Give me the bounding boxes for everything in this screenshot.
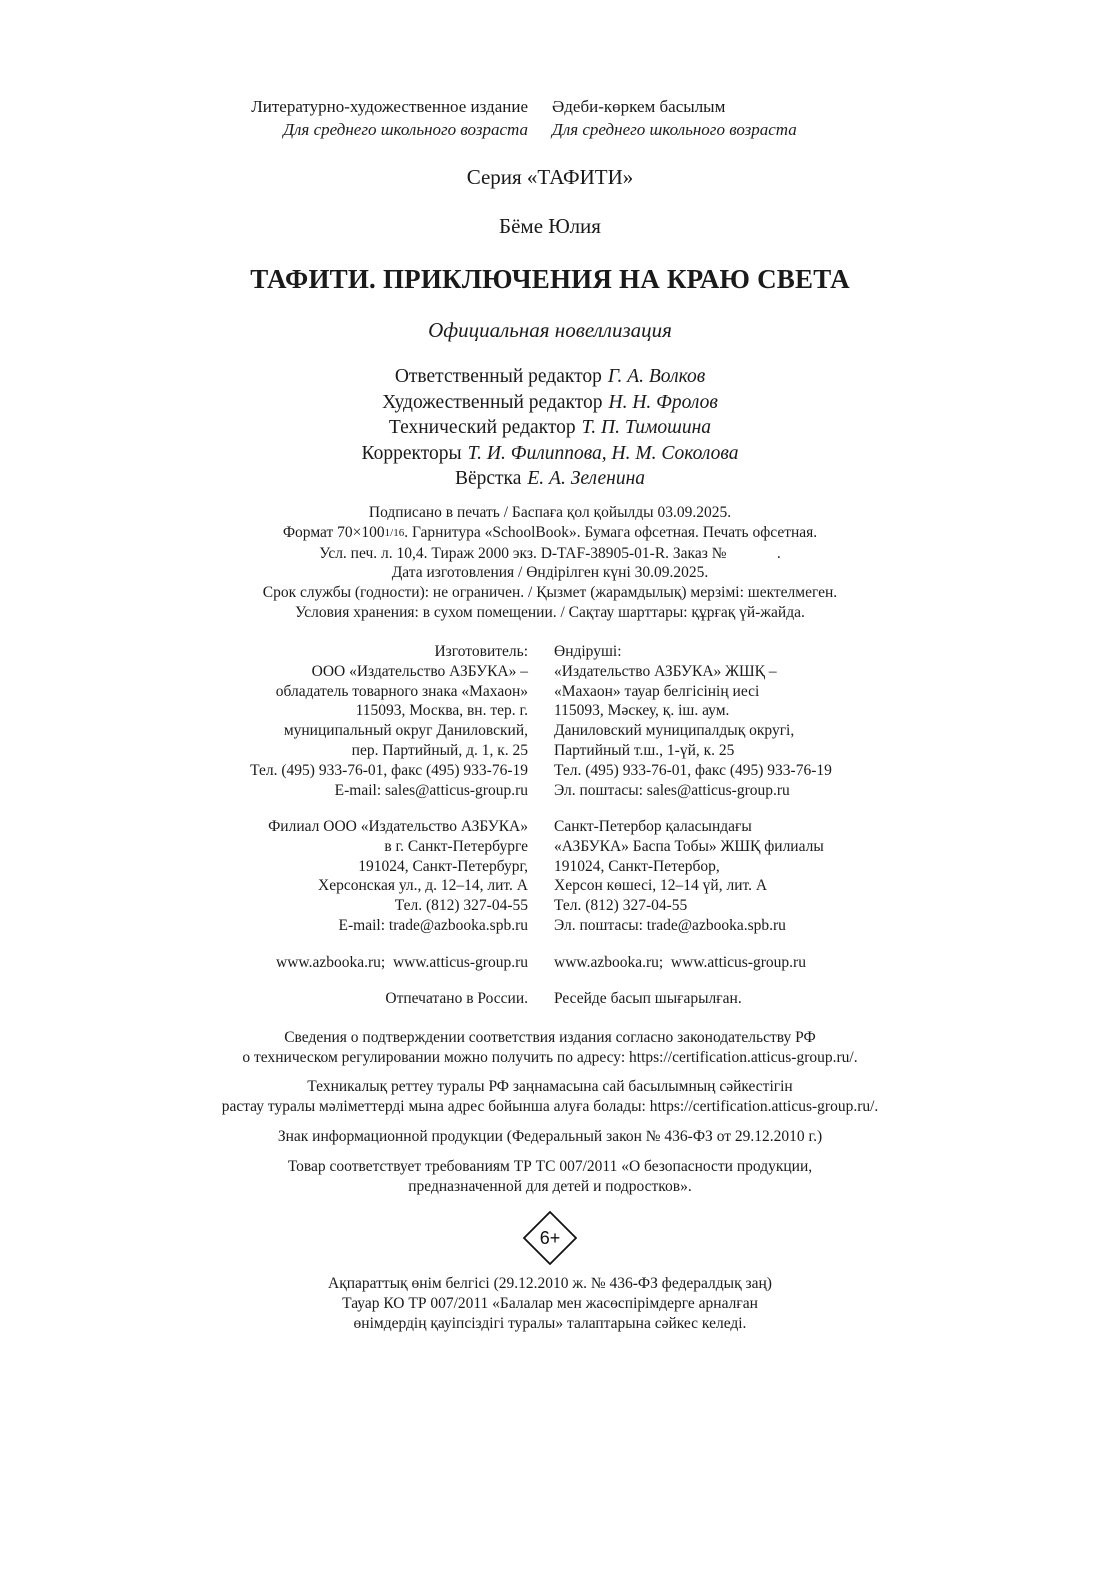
websites-ru: www.azbooka.ru; www.atticus-group.ru: [276, 954, 528, 971]
print-info: [0, 503, 1100, 623]
printed-in-kz: Ресейде басып шығарылған.: [554, 990, 742, 1007]
conformity-notice: Товар соответствует требованиям ТР ТС 007/2011 «О безопасности продукции, предназначенной для детей и подростков».: [287, 1158, 813, 1195]
format-line: Формат 70×1001/16. Гарнитура «SchoolBook». Бумага офсетная. Печать офсетная.: [282, 523, 818, 541]
websites-block: [0, 953, 1100, 973]
credit-tech-editor: Технический редактор Т. П. Тимошина: [388, 417, 712, 438]
credit-layout: Вёрстка Е. А. Зеленина: [454, 468, 646, 489]
branch-block: [0, 817, 1100, 936]
edition-type-ru: Литературно-художественное издание: [251, 97, 528, 116]
printed-in-ru: Отпечатано в России.: [385, 990, 528, 1007]
branch-kz: Санкт-Петербор қаласындағы «АЗБУКА» Баспа Тобы» ЖШҚ филиалы 191024, Санкт-Петербор, Херсон көшесі, 12–14 үй, лит. А Тел. (812) 327-04-55 Эл. поштасы: trade@azbooka.spb.ru: [554, 818, 824, 934]
manufacture-date: Дата изготовления / Өндірілген күні 30.09.2025.: [391, 564, 709, 582]
credit-proofreaders: Корректоры Т. И. Филиппова, Н. М. Соколова: [361, 442, 739, 464]
email-link-kz: Эл. поштасы: sales@atticus-group.ru: [554, 781, 790, 799]
credit-art-editor: Художественный редактор Н. Н. Фролов: [382, 391, 718, 413]
email-link-ru: E-mail: sales@atticus-group.ru: [334, 781, 528, 799]
edition-header: [0, 97, 1100, 140]
series-label: Серия «ТАФИТИ»: [466, 165, 634, 189]
edition-type-kz: Әдеби-көркем басылым: [552, 97, 726, 116]
book-subtitle: Официальная новеллизация: [428, 318, 672, 342]
book-title: ТАФИТИ. ПРИКЛЮЧЕНИЯ НА КРАЮ СВЕТА: [250, 264, 850, 294]
certification-kz: Техникалық реттеу туралы РФ заңнамасына сай басылымның сәйкестігін растау туралы мәліметтерді мына адрес бойынша алуға болады: https://certification.atticus-group.ru/.: [221, 1078, 879, 1115]
info-sign-notice: Знак информационной продукции (Федеральный закон № 436-ФЗ от 29.12.2010 г.): [277, 1128, 823, 1145]
age-group-kz: Для среднего школьного возраста: [552, 120, 797, 139]
footer-kz: Ақпараттық өнім белгісі (29.12.2010 ж. № 436-ФЗ федералдық заң) Тауар КО ТР 007/2011 «Балалар мен жасөспірімдерге арналған өнімдердің қауіпсіздігі туралы» талаптарына сәйкес келеді.: [328, 1275, 772, 1332]
manufacturer-ru: Изготовитель: ООО «Издательство АЗБУКА» – обладатель товарного знака «Махаон» 115093, Москва, вн. тер. г. муниципальный округ Даниловский, пер. Партийный, д. 1, к. 25 Тел. (495) 933-76-01, факс (495) 933-76-19 E-mail: sales@atticus-group.ru: [0, 642, 528, 800]
branch-ru: Филиал ООО «Издательство АЗБУКА» в г. Санкт-Петербурге 191024, Санкт-Петербург, Херсонская ул., д. 12–14, лит. А Тел. (812) 327-04-55 E-mail: trade@azbooka.spb.ru: [268, 818, 528, 934]
websites-kz: www.azbooka.ru; www.atticus-group.ru: [554, 954, 806, 971]
credits-list: [0, 364, 1100, 492]
credit-editor: Ответственный редактор Г. А. Волков: [394, 366, 706, 387]
signed-date: Подписано в печать / Баспаға қол қойылды 03.09.2025.: [368, 504, 732, 521]
author-name: Бёме Юлия: [499, 214, 601, 238]
manufacturer-block: [0, 642, 1100, 800]
certification-ru: Сведения о подтверждении соответствия издания согласно законодательству РФ о техническом регулировании можно получить по адресу: https://certification.atticus-group.ru/.: [242, 1029, 858, 1066]
run-line: Усл. печ. л. 10,4. Тираж 2000 экз. D-TAF-38905-01-R. Заказ № .: [319, 544, 781, 562]
age-rating-badge: [523, 1211, 577, 1265]
manufacturer-kz: Өндіруші: «Издательство АЗБУКА» ЖШҚ – «Махаон» тауар белгісінің иесі 115093, Мәскеу, қ. іш. аум. Даниловский муниципалдық округі, Партийный т.ш., 1-үй, к. 25 Тел. (495) 933-76-01, факс (495) 933-76-19 Эл. поштасы: sales@atticus-group.ru: [528, 642, 1094, 800]
printed-in-block: [0, 989, 1100, 1009]
shelf-life: Срок службы (годности): не ограничен. / Қызмет (жарамдылық) мерзімі: шектелмеген.: [262, 584, 838, 602]
age-group-ru: Для среднего школьного возраста: [283, 120, 528, 139]
storage-conditions: Условия хранения: в сухом помещении. / Сақтау шарттары: құрғақ үй-жайда.: [295, 603, 805, 621]
age-rating-label: 6+: [539, 1227, 561, 1248]
